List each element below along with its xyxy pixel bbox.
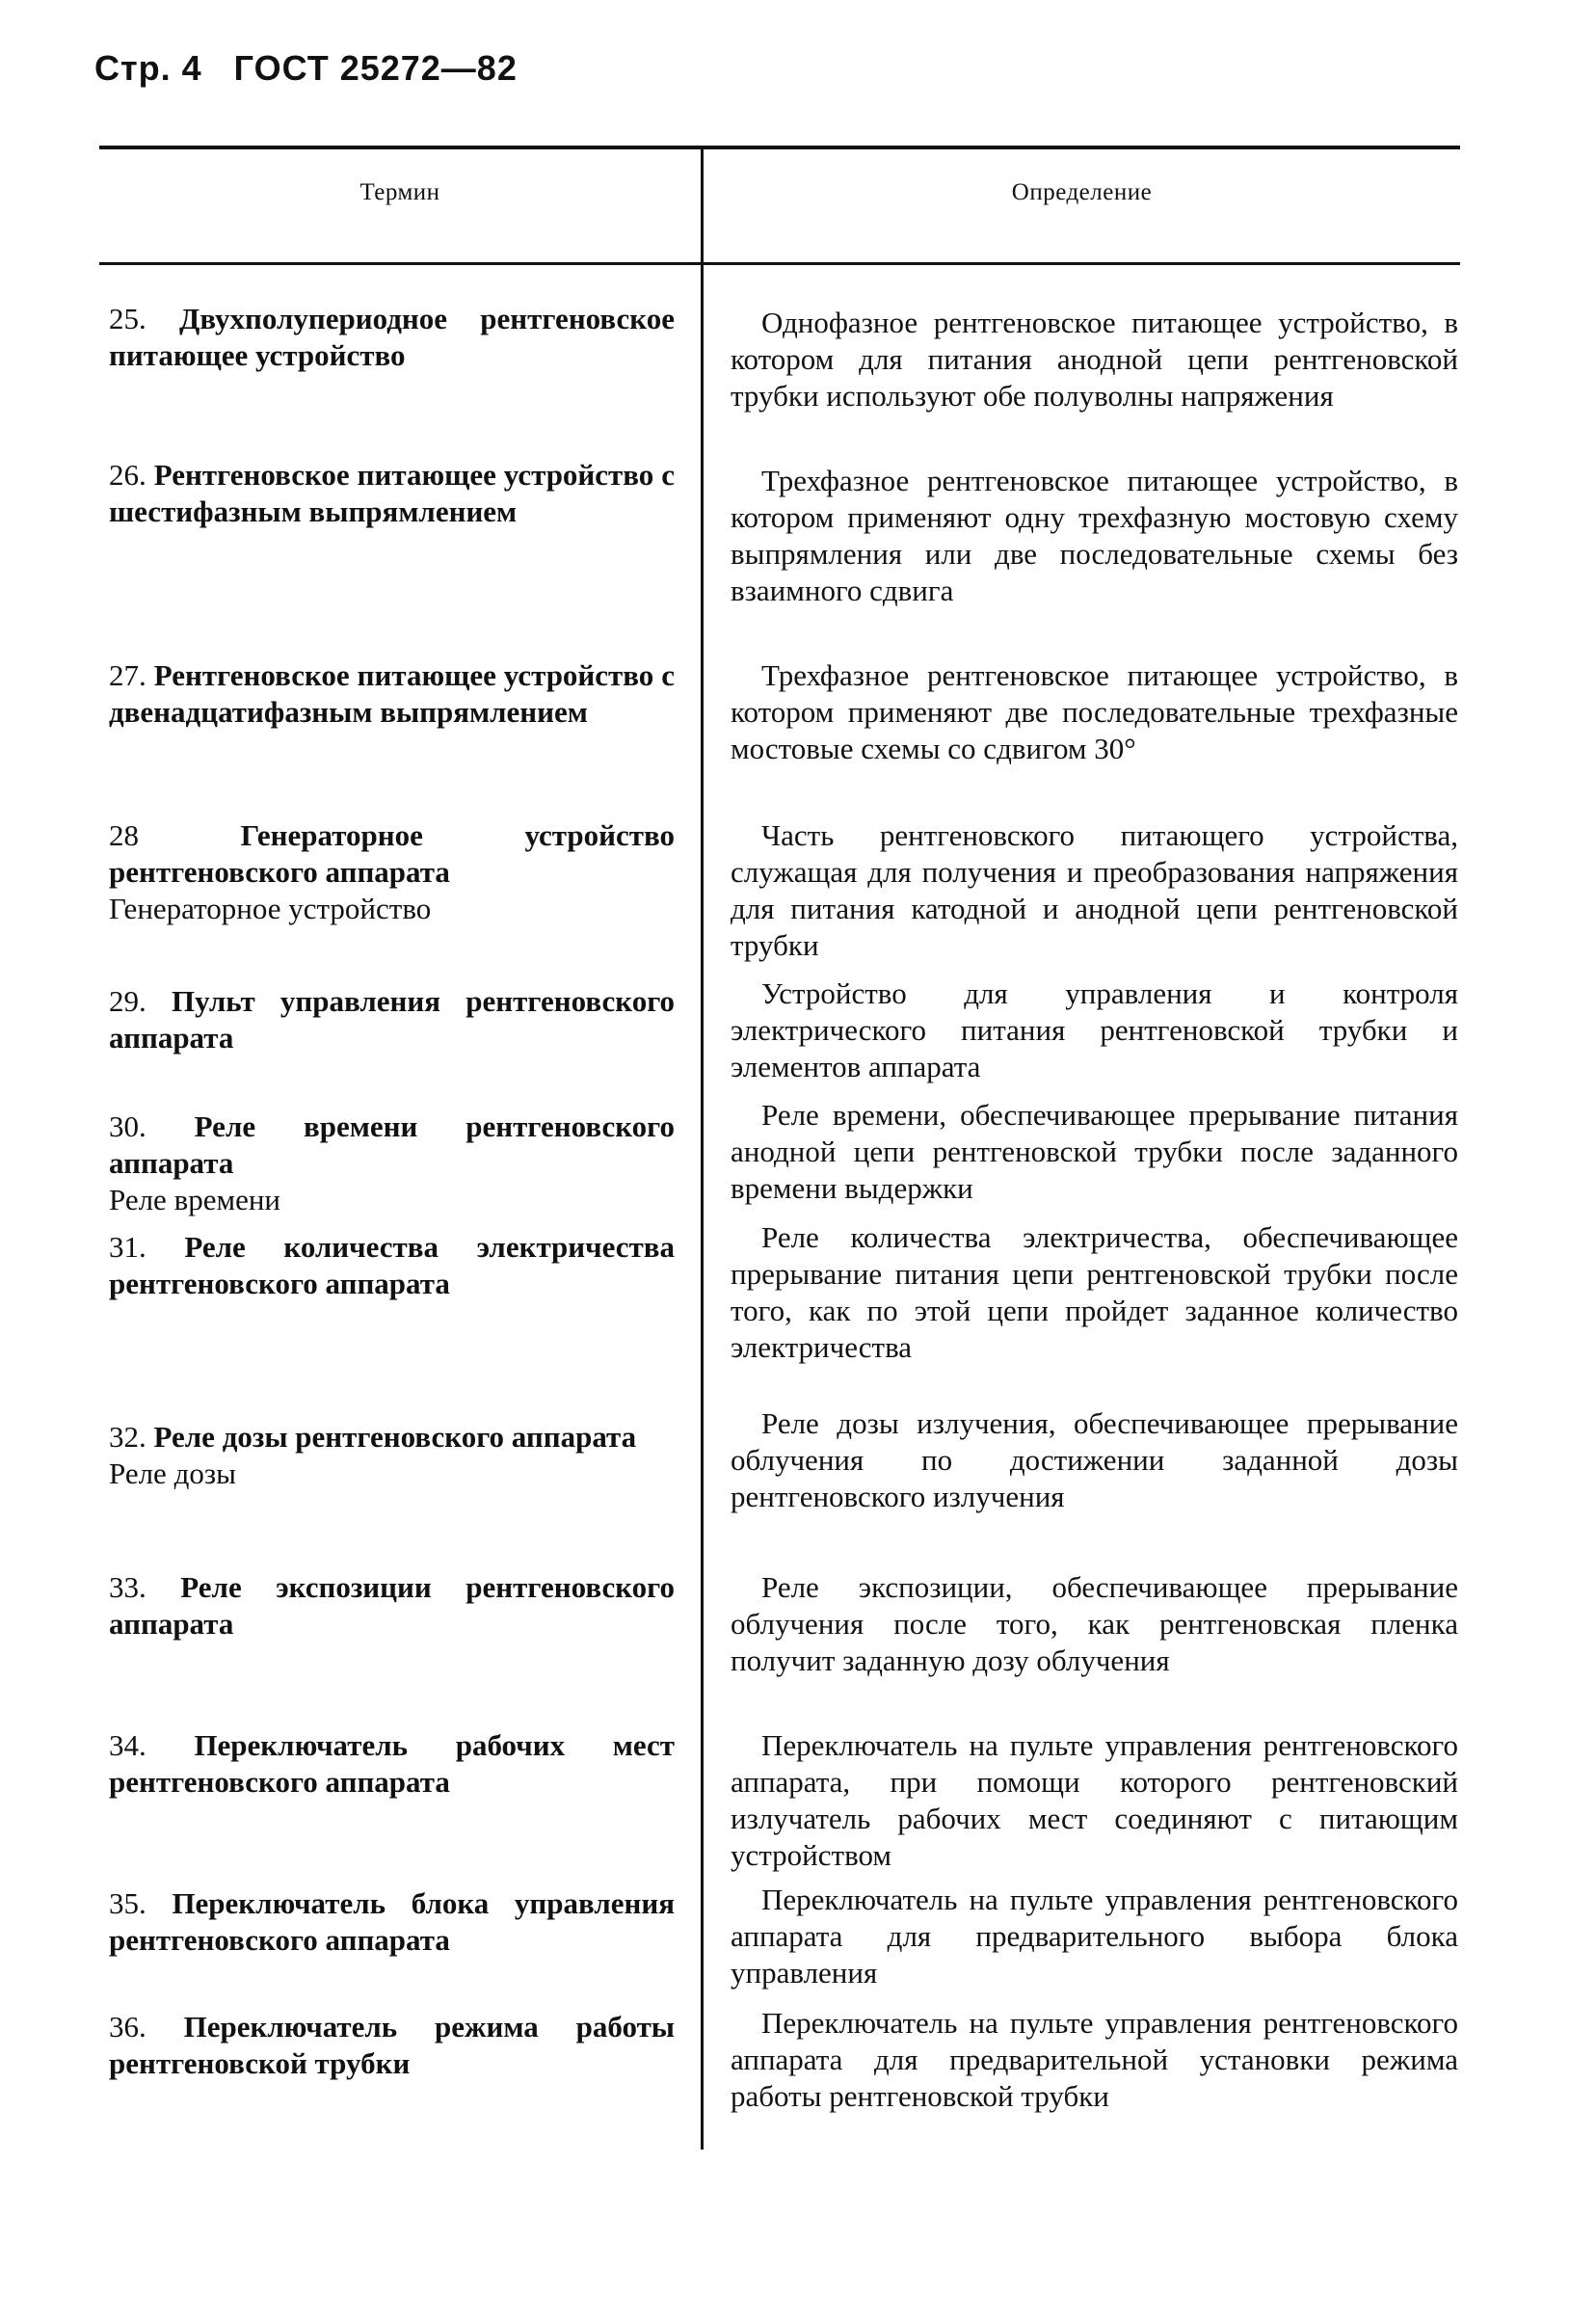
term-cell: 26. Рентгеновское питающее устройство с шестифазным выпрямлением (109, 458, 676, 528)
column-header-definition: Определение (1011, 179, 1153, 205)
term-cell: 28 Генераторное устройство рентгеновского аппарата Генераторное устройство (109, 818, 676, 925)
term-cell: 25. Двухполупериодное рентгеновское питающее устройство (109, 302, 675, 372)
term-cell: 30. Реле времени рентгеновского аппарата Реле времени (109, 1109, 675, 1216)
table-top-rule (99, 146, 1460, 149)
definition-cell: Реле количества электричества, обеспечивающее прерывание питания цепи рентгеновской трубки после того, как по этой цепи пройдет заданное количество электричества (731, 1220, 1458, 1364)
term-cell: 36. Переключатель режима работы рентгеновской трубки (109, 2010, 676, 2080)
term-cell: 33. Реле экспозиции рентгеновского аппарата (109, 1570, 675, 1641)
definition-cell: Переключатель на пульте управления рентгеновского аппарата, при помощи которого рентгеновский излучатель рабочих мест соединяют с питающим устройством (731, 1728, 1458, 1872)
standard-code: ГОСТ 25272—82 (233, 48, 518, 88)
page-number: Стр. 4 (94, 48, 202, 88)
definition-cell: Переключатель на пульте управления рентгеновского аппарата для предварительного выбора блока управления (731, 1883, 1458, 1990)
definition-cell: Реле дозы излучения, обеспечивающее прерывание облучения по достижении заданной дозы рентгеновского излучения (731, 1406, 1458, 1513)
term-cell: 29. Пульт управления рентгеновского аппарата (109, 984, 675, 1055)
term-cell: 35. Переключатель блока управления рентгеновского аппарата (109, 1886, 675, 1957)
term-cell: 27. Рентгеновское питающее устройство с двенадцатифазным выпрямлением (109, 658, 676, 729)
column-header-term: Термин (359, 179, 440, 205)
definition-cell: Реле времени, обеспечивающее прерывание питания анодной цепи рентгеновской трубки после заданного времени выдержки (731, 1098, 1458, 1205)
definition-cell: Однофазное рентгеновское питающее устройство, в котором для питания анодной цепи рентгеновской трубки используют обе полуволны напряжения (731, 306, 1458, 413)
term-cell: 32. Реле дозы рентгеновского аппарата Реле дозы (109, 1420, 637, 1490)
column-divider (701, 149, 704, 2150)
definition-cell: Часть рентгеновского питающего устройства, служащая для получения и преобразования напряжения для питания катодной и анодной цепи рентгеновской трубки (731, 818, 1458, 962)
term-cell: 31. Реле количества электричества рентгеновского аппарата (109, 1230, 675, 1300)
page-header (94, 48, 539, 89)
table-header-rule (99, 262, 1460, 265)
definition-cell: Трехфазное рентгеновское питающее устройство, в котором применяют две последовательные трехфазные мостовые схемы со сдвигом 30° (731, 658, 1458, 765)
definition-cell: Реле экспозиции, обеспечивающее прерывание облучения после того, как рентгеновская пленка получит заданную дозу облучения (731, 1570, 1458, 1677)
term-cell: 34. Переключатель рабочих мест рентгеновского аппарата (109, 1728, 676, 1799)
definition-cell: Устройство для управления и контроля электрического питания рентгеновской трубки и элементов аппарата (731, 976, 1458, 1083)
definition-cell: Переключатель на пульте управления рентгеновского аппарата для предварительной установки режима работы рентгеновской трубки (731, 2006, 1458, 2113)
definition-cell: Трехфазное рентгеновское питающее устройство, в котором применяют одну трехфазную мостовую схему выпрямления или две последовательные схемы без взаимного сдвига (731, 464, 1458, 607)
